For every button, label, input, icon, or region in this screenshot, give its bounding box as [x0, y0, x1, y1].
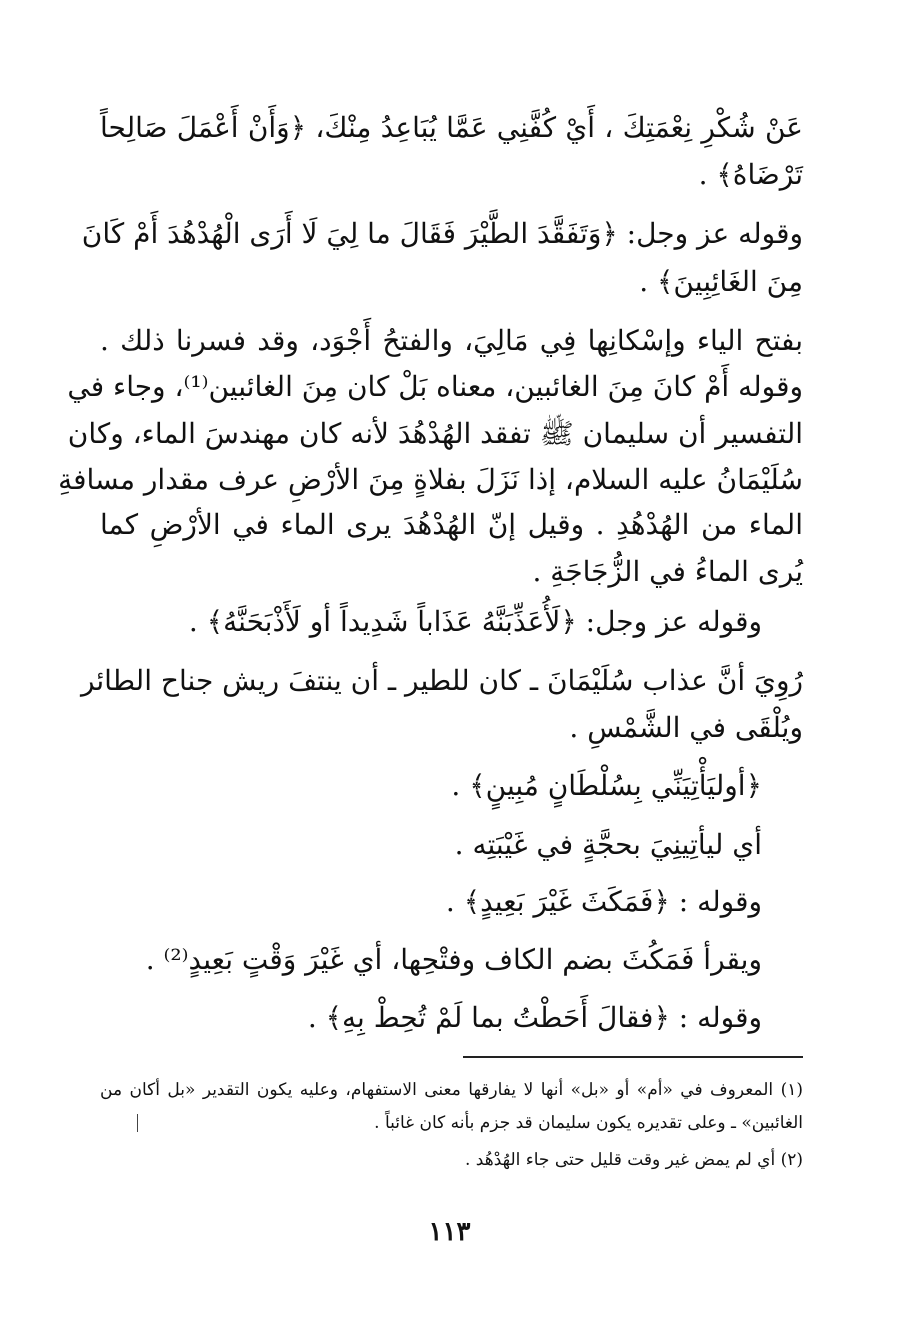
text-line: مِنَ الغَائِبِينَ﴾ .: [639, 265, 803, 298]
footnote-1-continued: الغائبين» ـ وعلى تقديره يكون سليمان قد جزم بأنه كان غائباً .: [374, 1113, 803, 1133]
footnote-2: (٢) أي لم يمض غير وقت قليل حتى جاء الهُدْهُد .: [465, 1150, 803, 1170]
text-line: بفتح الياء وإسْكانِها فِي مَالِيَ، والفتحُ أَجْوَد، وقد فسرنا ذلك .: [100, 324, 803, 357]
text-line: ﴿أوليَأْتِيَنِّي بِسُلْطَانٍ مُبِينٍ﴾ .: [451, 769, 762, 802]
text-line: الماء من الهُدْهُدِ . وقيل إنّ الهُدْهُدَ يرى الماء في الأرْضِ كما: [100, 508, 803, 541]
text-line: سُلَيْمَانُ عليه السلام، إذا نَزَلَ بفلاةٍ مِنَ الأرْضِ عرف مقدار مسافةِ: [58, 463, 803, 496]
text-line: وقوله أَمْ كانَ مِنَ الغائبين، معناه بَلْ كان مِنَ الغائبين⁽¹⁾، وجاء في: [67, 370, 803, 403]
margin-mark: [137, 1114, 138, 1132]
text-line: يُرى الماءُ في الزُّجَاجَةِ .: [532, 555, 803, 588]
footnote-separator: [463, 1056, 803, 1058]
page-number: ١١٣: [428, 1217, 471, 1247]
text-line: التفسير أن سليمان ﷺ تفقد الهُدْهُدَ لأنه كان مهندسَ الماء، وكان: [67, 417, 803, 450]
text-line: وقوله عز وجل: ﴿لَأُعَذِّبَنَّهُ عَذَاباً شَدِيداً أو لَأَذْبَحَنَّهُ﴾ .: [188, 605, 762, 638]
text-line: أي ليأتِينِيَ بحجَّةٍ في غَيْبَتِه .: [454, 828, 762, 861]
text-line: ويُلْقَى في الشَّمْسِ .: [569, 711, 803, 744]
text-line: رُوِيَ أنَّ عذاب سُلَيْمَانَ ـ كان للطير ـ أن ينتفَ ريش جناح الطائر: [80, 664, 803, 697]
text-line: ويقرأ فَمَكُثَ بضم الكاف وفتْحِها، أي غَيْرَ وَقْتٍ بَعِيدٍ⁽²⁾ .: [145, 943, 762, 976]
text-line: وقوله عز وجل: ﴿وَتَفَقَّدَ الطَّيْرَ فَقَالَ ما لِيَ لَا أَرَى الْهُدْهُدَ أَمْ كَانَ: [81, 217, 803, 250]
text-line: وقوله : ﴿فقالَ أَحَطْتُ بما لَمْ تُحِطْ بِهِ﴾ .: [307, 1001, 762, 1034]
text-line: وقوله : ﴿فَمَكَثَ غَيْرَ بَعِيدٍ﴾ .: [445, 885, 762, 918]
text-line: عَنْ شُكْرِ نِعْمَتِكَ ، أَيْ كُفَّنِي عَمَّا يُبَاعِدُ مِنْكَ، ﴿وَأَنْ أَعْمَلَ صَالِحاً: [100, 111, 804, 144]
footnote-1: (١) المعروف في «أم» أو «بل» أنها لا يفارقها معنى الاستفهام، وعليه يكون التقدير «بل أكان من: [100, 1080, 803, 1100]
text-line: تَرْضَاهُ﴾ .: [698, 158, 803, 191]
